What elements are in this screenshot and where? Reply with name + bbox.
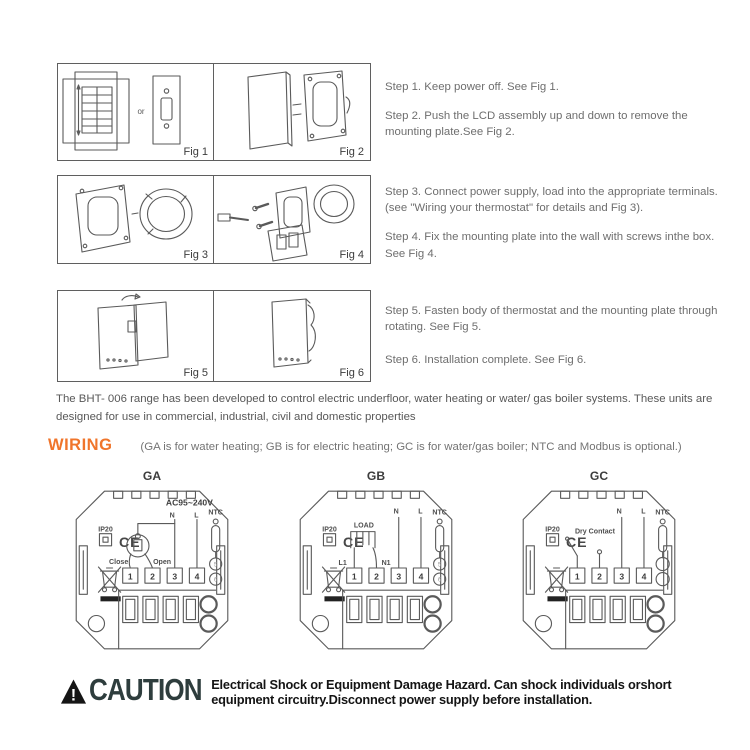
weee-bin-icon bbox=[545, 567, 567, 592]
step-6-text: Step 6. Installation complete. See Fig 6. bbox=[385, 354, 587, 367]
steps-5-6 bbox=[385, 303, 732, 382]
ga-voltage-label: AC95~240V bbox=[165, 497, 213, 508]
svg-text:6: 6 bbox=[213, 576, 218, 584]
ce-mark-icon: CE bbox=[118, 533, 141, 550]
fig3-label: Fig 3 bbox=[183, 249, 208, 261]
gb-ntc-sensor bbox=[434, 519, 446, 585]
caution-text: Electrical Shock or Equipment Damage Hazard. Can shock individuals orshort equipment circuitry.Disconnect power supply before installation. bbox=[211, 677, 672, 707]
svg-text:4: 4 bbox=[641, 571, 647, 582]
ga-close-label: Close bbox=[109, 558, 129, 566]
ga-l-label: L bbox=[194, 512, 199, 520]
gc-ntc-label: NTC bbox=[655, 509, 670, 517]
gc-n-label: N bbox=[616, 508, 622, 516]
weee-bin-icon bbox=[322, 567, 344, 592]
black-bar bbox=[100, 596, 120, 601]
gb-n1-label: N1 bbox=[381, 559, 391, 567]
svg-text:4: 4 bbox=[418, 571, 424, 582]
svg-text:2: 2 bbox=[597, 571, 602, 582]
svg-text:6: 6 bbox=[437, 576, 442, 584]
fig6-cell bbox=[214, 291, 369, 381]
caution-word: CAUTION bbox=[89, 672, 202, 707]
svg-text:1: 1 bbox=[351, 571, 357, 582]
gc-dry-contact-label: Dry Contact bbox=[574, 528, 615, 536]
svg-text:1: 1 bbox=[127, 571, 133, 582]
figure-box-row2 bbox=[57, 175, 371, 264]
wiring-heading-row bbox=[48, 436, 682, 455]
gb-title: GB bbox=[366, 469, 386, 484]
svg-text:!: ! bbox=[70, 686, 77, 705]
black-bar bbox=[324, 596, 344, 601]
gb-ntc-label: NTC bbox=[432, 509, 447, 517]
ga-ntc-sensor bbox=[210, 519, 222, 585]
steps-3-4 bbox=[385, 184, 732, 275]
wiring-diagram-ga bbox=[56, 466, 248, 670]
figure-box-row1 bbox=[57, 63, 371, 161]
step-3-text: Step 3. Connect power supply, load into the appropriate terminals. (see "Wiring your thermostat" for details and Fig 3). bbox=[385, 186, 718, 215]
ip20-icon bbox=[546, 534, 558, 546]
svg-text:3: 3 bbox=[172, 571, 178, 582]
figure-box-row3 bbox=[57, 290, 371, 382]
fig5-cell bbox=[58, 291, 214, 381]
ce-mark-icon: CE bbox=[342, 533, 365, 550]
gb-ip20-label: IP20 bbox=[322, 526, 337, 534]
svg-text:2: 2 bbox=[150, 571, 155, 582]
wiring-heading: WIRING bbox=[48, 436, 113, 454]
ga-n-label: N bbox=[169, 512, 175, 520]
step-5-text: Step 5. Fasten body of thermostat and the mounting plate through rotating. See Fig 5. bbox=[385, 305, 718, 334]
fig2-label: Fig 2 bbox=[339, 146, 364, 158]
fig4-cell bbox=[214, 176, 369, 263]
warning-triangle-icon bbox=[60, 678, 87, 706]
gb-n-label: N bbox=[393, 508, 399, 516]
gb-l1-label: L1 bbox=[338, 559, 347, 567]
fig2-cell bbox=[214, 64, 369, 160]
ce-mark-icon: CE bbox=[565, 533, 588, 550]
fig3-cell bbox=[58, 176, 214, 263]
black-bar bbox=[547, 596, 567, 601]
gc-l-label: L bbox=[641, 508, 646, 516]
intro-paragraph: The BHT- 006 range has been developed to control electric underfloor, water heating or water/ gas boiler systems. These units are designed for use in commercial, industrial, civil and domestic properties bbox=[56, 393, 713, 423]
fig4-label: Fig 4 bbox=[339, 249, 364, 261]
fig1-cell bbox=[58, 64, 214, 160]
step-1-text: Step 1. Keep power off. See Fig 1. bbox=[385, 81, 559, 93]
ga-ip20-label: IP20 bbox=[98, 526, 113, 534]
fig5-label: Fig 5 bbox=[183, 367, 208, 379]
svg-text:4: 4 bbox=[194, 571, 200, 582]
wiring-diagram-gb bbox=[280, 466, 472, 670]
gb-terminals bbox=[347, 568, 429, 583]
wiring-diagram-gc bbox=[503, 466, 695, 670]
gc-terminals bbox=[570, 568, 652, 583]
fig1-label: Fig 1 bbox=[183, 146, 208, 158]
svg-text:3: 3 bbox=[619, 571, 625, 582]
ga-title: GA bbox=[142, 469, 162, 484]
fig6-label: Fig 6 bbox=[339, 367, 364, 379]
ga-ntc-label: NTC bbox=[208, 509, 223, 517]
ip20-icon bbox=[323, 534, 335, 546]
or-label: or bbox=[137, 107, 145, 116]
svg-text:5: 5 bbox=[437, 561, 442, 569]
ga-terminals bbox=[123, 568, 205, 583]
gc-title: GC bbox=[589, 469, 609, 484]
ga-open-label: Open bbox=[153, 558, 172, 566]
step-4-text: Step 4. Fix the mounting plate into the wall with screws inthe box. See Fig 4. bbox=[385, 231, 715, 260]
step-2-text: Step 2. Push the LCD assembly up and down to remove the mounting plate.See Fig 2. bbox=[385, 110, 688, 139]
svg-text:1: 1 bbox=[574, 571, 580, 582]
gc-ip20-label: IP20 bbox=[545, 526, 560, 534]
wiring-note: (GA is for water heating; GB is for electric heating; GC is for water/gas boiler; NTC and Modbus is optional.) bbox=[140, 441, 682, 453]
svg-text:3: 3 bbox=[396, 571, 402, 582]
svg-text:5: 5 bbox=[213, 561, 218, 569]
ip20-icon bbox=[99, 534, 111, 546]
svg-text:2: 2 bbox=[374, 571, 379, 582]
weee-bin-icon bbox=[98, 567, 120, 592]
gb-l-label: L bbox=[418, 508, 423, 516]
gb-load-label: LOAD bbox=[353, 522, 374, 530]
caution-banner bbox=[60, 674, 689, 707]
steps-1-2 bbox=[385, 79, 732, 154]
